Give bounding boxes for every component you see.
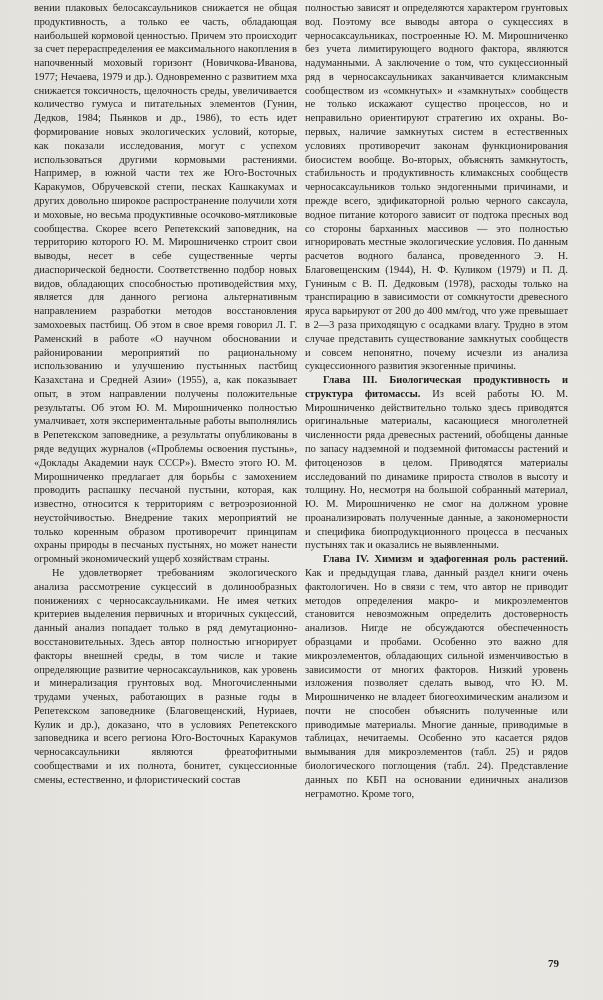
chapter-section: [305, 553, 568, 801]
left-column: [34, 2, 297, 788]
chapter-heading: Глава III. Биологическая продуктивность и структура фитомассы.: [305, 375, 568, 400]
paragraph-text: Из всей работы Ю. М. Мирошниченко действительно только здесь приводятся оригинальные материалы, касающиеся многолетней численности ряда древесных растений, обобщены данные по запасу надземной и подземной фитомассы растений и фитоценозов в целом. Приводятся материалы исследований по динамике прироста стволов в высоту и толщину. Но, несмотря на большой собранный материал, Ю. М. Мирошниченко не смог на должном уровне проанализировать полученные данные, а закономерности и специфика биопродукционного процесса в песчаных пустынях так и оказались не выявленными.: [305, 388, 568, 552]
chapter-heading: Глава IV. Химизм и эдафогенная роль растений.: [323, 554, 568, 566]
right-column: [305, 2, 568, 801]
page-number: 79: [548, 958, 559, 970]
paragraph-text: Не удовлетворяет требованиям экологического анализа рассмотрение сукцессий в долинообразных понижениях с черносаксаульниками. Не имея четких критериев выделения первичных и вторичных сукцессий, данный анализ попадает только в ряд демутационно-восстановительных. Здесь автор полностью игнорирует факторы внешней среды, в том числе и такие определяющие развитие черносаксаульников, как уровень и минерализация грунтовых вод. Многочисленными трудами ученых, работающих в разные годы в Репетекском заповеднике (Благовещенский, Нуриаев, Кулик и др.), доказано, что в условиях Репетекского заповедника и всего региона Юго-Восточных Каракумов черносаксаульники являются фреатофитными сообществами и их полнота, бонитет, сукцессионные смены, естественно, и флористический состав: [34, 568, 297, 786]
paragraph-text: полностью зависят и определяются характером грунтовых вод. Поэтому все выводы автора о сукцессиях в черносаксаульниках, построенные Ю. М. Мирошниченко без учета лимитирующего водного фактора, являются надуманными. А заключение о том, что сукцессионный ряд в черносаксаульниках заканчивается климаксным сообществом из «сомкнутых» и «замкнутых» сообществ не только искажают существо процессов, но и неправильно ориентируют стратегию их охраны. Во-первых, наличие замкнутых систем в естественных условиях противоречит законам функционирования биосистем вообще. Во-вторых, объяснять замкнутость, стабильность и продуктивность климаксных сообществ черносаксаульников только эндогенными причинами, и прежде всего, эдификаторной ролью черного саксаула, водное питание которого зависит от подтока пресных вод со стороны барханных массивов — это полностью игнорировать местные экологические условия. По данным расчетов водного баланса, проведенного Э. Н. Благовещенским (1944), Н. Ф. Куликом (1979) и П. Д. Гуниным с В. П. Дедковым (1978), расходы только на транспирацию в зависимости от сомкнутости древесного яруса варьируют от 200 до 400 мм/год, что уже превышает в 2—3 раза приходящую с осадками влагу. Трудно в этом случае представить существование замкнутых сообществ и совсем непонятно, почему исчезли из анализа сукцессионного развития экзогенные причины.: [305, 3, 568, 373]
chapter-section: [305, 374, 568, 553]
paragraph-text: Как и предыдущая глава, данный раздел книги очень фактологичен. Но в связи с тем, что автор не приводит методов определения макро- и микроэлементов становится невозможным определить достоверность анализов. Нигде не обсуждаются обеспеченность образцами и пробами. Особенно это важно для микроэлементов, обладающих сильной изменчивостью в зависимости от многих факторов. Низкий уровень изложения позволяет сделать вывод, что Ю. М. Мирошниченко не владеет биогеохимическим анализом и почти не способен объяснить полученные или приводимые материалы. Многие данные, приводимые в таблицах, нечитаемы. Особенно это касается рядов вымывания для микроэлементов (табл. 25) и рядов биологического поглощения (табл. 24). Представление данных по КБП на основании единичных анализов неграмотно. Кроме того,: [305, 568, 568, 800]
paragraph-text: вении плаковых белосаксаульников снижается не общая продуктивность, а только ее часть, обладающая наибольшей кормовой ценностью. Причем это происходит за счет перераспределения ее максимального накопления в напочвенный моховый горизонт (Новичкова-Иванова, 1977; Нечаева, 1979 и др.). Одновременно с развитием мха снижается токсичность, щелочность среды, увеличивается количество гумуса и питательных элементов (Гунин, Дедков, 1984; Пьянков и др., 1986), то есть идет формирование новых экологических условий, которые, как показали исследования, могут с успехом использоваться другими кормовыми растениями. Например, в южной части тех же Юго-Восточных Каракумов, Обручевской степи, песках Кашкакумах и других довольно широкое распространение получили хотя и моховые, но весьма продуктивные осочково-мятликовые сообщества. Скорее всего Репетекский заповедник, на территорию которого Ю. М. Мирошниченко строит свои выводы, несет в себе существенные черты диаспорической бедности. Соответственно подбор новых видов, обладающих способностью противодействия мху, является для данного региона альтернативным направлением разработки методов восстановления замохоевых пастбищ. Об этом в свое время говорил Л. Г. Раменский в работе «О научном обосновании и районировании мероприятий по рациональному использованию и улучшению пустынных пастбищ Казахстана и Средней Азии» (1955), а, как показывает опыт, в этом направлении получены положительные результаты. Об этом Ю. М. Мирошниченко полностью умалчивает, хотя экспериментальные работы выполнялись в Репетекском заповеднике, а результаты опубликованы в ряде ведущих журналов («Проблемы освоения пустынь», «Доклады Академии наук СССР»). Вместо этого Ю. М. Мирошниченко предлагает для борьбы с замохением проводить распашку песчаной пустыни, которая, как известно, относится к территориям с ветроэрозионной неустойчивостью. Внедрение таких мероприятий не только коренным образом противоречит принципам охраны природы в песчаных пустынях, но может нанести огромный экономический ущерб хозяйствам страны.: [34, 3, 297, 566]
